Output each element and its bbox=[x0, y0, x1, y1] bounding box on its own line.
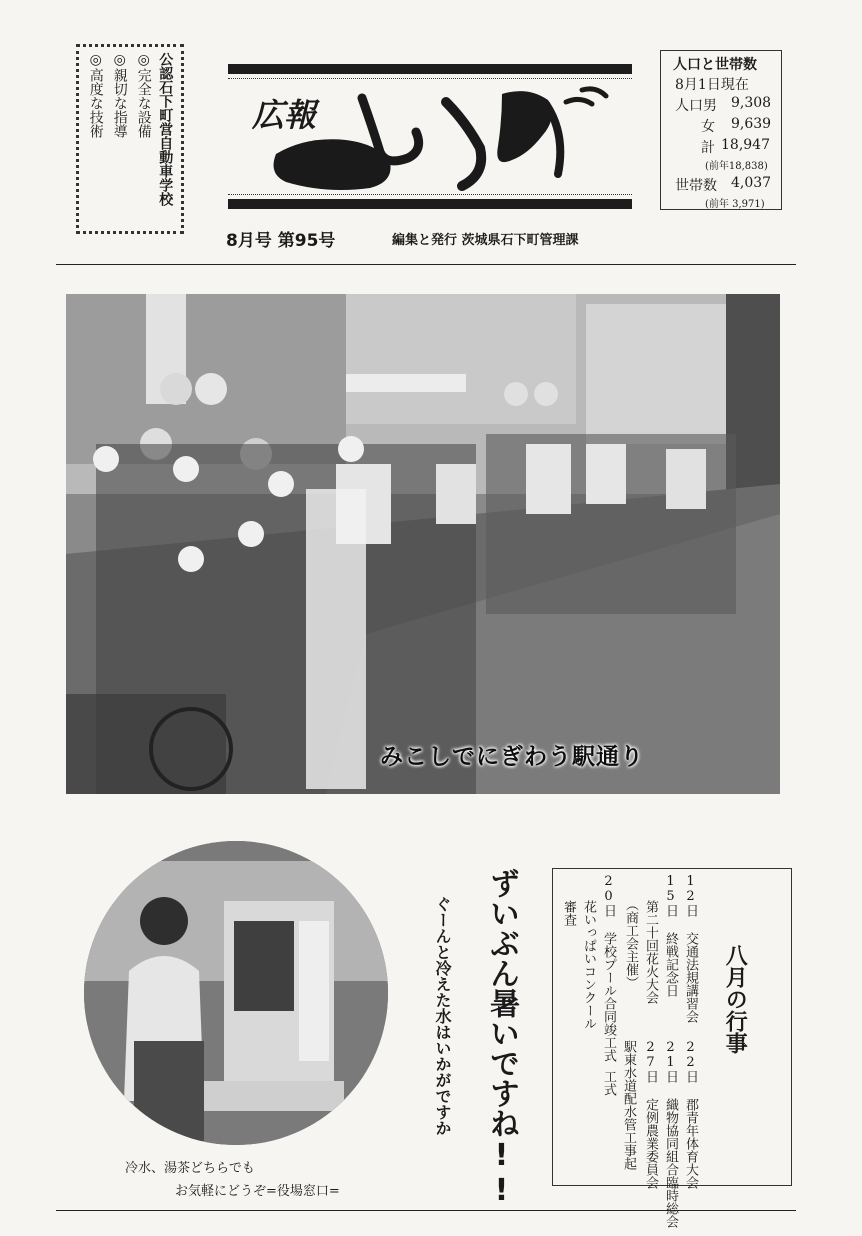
masthead-logo bbox=[266, 74, 616, 199]
total-previous: (前年18,838) bbox=[705, 161, 768, 172]
masthead-top-bar bbox=[228, 64, 632, 74]
households-label: 世帯数 bbox=[675, 178, 717, 194]
festival-photo-image bbox=[66, 294, 780, 794]
event-item: 花いっぱいコンクール bbox=[581, 900, 596, 1030]
event-item: 15日 終戦記念日 bbox=[663, 874, 678, 997]
total-label: 計 bbox=[701, 140, 715, 156]
logo-text: いしげ bbox=[266, 74, 269, 75]
masthead-bottom-bar bbox=[228, 199, 632, 209]
total-count: 18,947 bbox=[721, 137, 770, 153]
female-count: 9,639 bbox=[731, 116, 772, 132]
header-rule bbox=[56, 264, 796, 265]
photo-caption: みこしでにぎわう駅通り bbox=[380, 744, 644, 770]
publisher-line: 編集と発行 茨城県石下町管理課 bbox=[392, 233, 579, 248]
water-dispenser-photo bbox=[84, 841, 388, 1145]
issue-number: 8月号 第95号 bbox=[226, 231, 336, 251]
event-item: 12日 交通法規講習会 bbox=[683, 874, 698, 1023]
ad-school-name: 公認石下町営自動車学校 bbox=[157, 52, 174, 206]
population-title: 人口と世帯数 bbox=[673, 57, 757, 73]
male-count: 9,308 bbox=[731, 95, 772, 111]
female-label: 女 bbox=[701, 119, 715, 135]
households-count: 4,037 bbox=[731, 175, 772, 191]
water-dispenser-image bbox=[84, 841, 388, 1145]
event-item: 21日 織物協同組合臨時総会 bbox=[663, 1040, 678, 1228]
feature-headline: ずいぶん暑いですね!! bbox=[484, 868, 519, 1208]
koho-label: 広報 bbox=[252, 96, 317, 134]
event-item: 22日 郡青年体育大会 bbox=[683, 1040, 698, 1189]
population-box bbox=[660, 50, 782, 210]
feature-subhead: ぐーんと冷えた水はいかがですか bbox=[433, 896, 452, 1136]
ad-feature-2: ◎親切な指導 bbox=[111, 52, 128, 138]
population-date: 8月1日現在 bbox=[675, 77, 749, 93]
photo-caption-line1: 冷水、湯茶どちらでも bbox=[125, 1161, 255, 1176]
event-item: （商工会主催） bbox=[623, 898, 638, 989]
event-item: 27日 定例農業委員会 bbox=[643, 1040, 658, 1189]
event-item: 20日 学校プール合同竣工式 bbox=[601, 874, 616, 1062]
festival-photo bbox=[66, 294, 780, 794]
footer-rule bbox=[56, 1210, 796, 1211]
event-item: 工式 bbox=[601, 1070, 616, 1096]
events-title: 八月の行事 bbox=[722, 944, 748, 1054]
event-item: 審査 bbox=[561, 900, 576, 926]
male-label: 人口男 bbox=[675, 98, 717, 114]
event-item: 駅東水道配水管工事起 bbox=[621, 1040, 636, 1170]
event-item: 第二十回花火大会 bbox=[643, 900, 658, 1004]
photo-caption-line2: お気軽にどうぞ=役場窓口= bbox=[175, 1184, 340, 1199]
ad-feature-3: ◎高度な技術 bbox=[87, 52, 104, 138]
households-previous: (前年 3,971) bbox=[705, 199, 765, 210]
ad-feature-1: ◎完全な設備 bbox=[135, 52, 152, 138]
